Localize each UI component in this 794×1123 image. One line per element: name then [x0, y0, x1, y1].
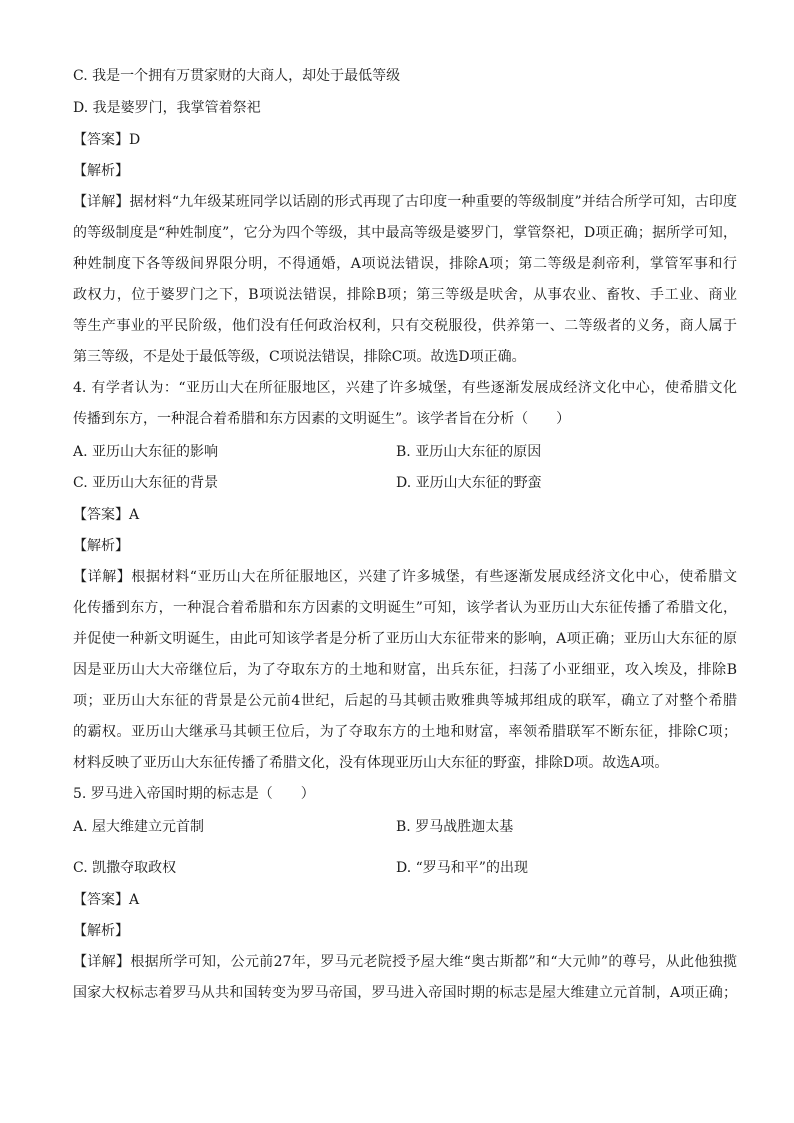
q3-detail-line: 政权力，位于婆罗门之下，B项说法错误，排除B项；第三等级是吠舍，从事农业、畜牧、手工业、商业	[73, 287, 737, 303]
q4-answer: 【答案】A	[73, 507, 140, 523]
q4-option-b: B. 亚历山大东征的原因	[396, 444, 542, 460]
q4-stem-line: 传播到东方，一种混合着希腊和东方因素的文明诞生”。该学者旨在分析（ ）	[73, 411, 571, 427]
q5-answer: 【答案】A	[73, 892, 140, 908]
q4-option-c: C. 亚历山大东征的背景	[73, 475, 219, 491]
q3-analysis-label: 【解析】	[73, 163, 129, 179]
q4-option-d: D. 亚历山大东征的野蛮	[396, 475, 542, 491]
q5-analysis-label: 【解析】	[73, 923, 129, 939]
q4-detail-line: 化传播到东方，一种混合着希腊和东方因素的文明诞生”可知，该学者认为亚历山大东征传播了希腊文化，	[73, 600, 737, 616]
q3-detail-line: 等生产事业的平民阶级，他们没有任何政治权利，只有交税服役，供养第一、二等级者的义务，商人属于	[73, 318, 737, 334]
q3-option-d: D. 我是婆罗门，我掌管着祭祀	[73, 100, 261, 116]
q3-detail-line: 第三等级，不是处于最低等级，C项说法错误，排除C项。故选D项正确。	[73, 349, 526, 365]
q5-stem: 5. 罗马进入帝国时期的标志是（ ）	[73, 786, 315, 802]
q4-option-a: A. 亚历山大东征的影响	[73, 444, 219, 460]
q5-option-b: B. 罗马战胜迦太基	[396, 819, 514, 835]
q3-detail-line: 种姓制度下各等级间界限分明，不得通婚，A项说法错误，排除A项；第二等级是刹帝利，掌管军事和行	[73, 256, 737, 272]
q4-detail-line: 材料反映了亚历山大东征传播了希腊文化，没有体现亚历山大东征的野蛮，排除D项。故选A项。	[73, 755, 669, 771]
q4-detail-line: 【详解】根据材料“亚历山大在所征服地区，兴建了许多城堡，有些逐渐发展成经济文化中心，使希腊文	[73, 569, 737, 585]
q5-option-a: A. 屋大维建立元首制	[73, 819, 205, 835]
q3-answer: 【答案】D	[73, 132, 141, 148]
q4-stem-line: 4. 有学者认为：“亚历山大在所征服地区，兴建了许多城堡，有些逐渐发展成经济文化中心，使希腊文化	[73, 380, 737, 396]
q4-detail-line: 的霸权。亚历山大继承马其顿王位后，为了夺取东方的土地和财富，率领希腊联军不断东征，排除C项；	[73, 724, 737, 740]
q3-detail-line: 的等级制度是“种姓制度”，它分为四个等级，其中最高等级是婆罗门，掌管祭祀，D项正确；据所学可知，	[73, 225, 737, 241]
q3-option-c: C. 我是一个拥有万贯家财的大商人，却处于最低等级	[73, 68, 401, 84]
q4-analysis-label: 【解析】	[73, 538, 129, 554]
q4-detail-line: 因是亚历山大大帝继位后，为了夺取东方的土地和财富，出兵东征，扫荡了小亚细亚，攻入埃及，排除B	[73, 662, 737, 678]
q4-detail-line: 并促使一种新文明诞生，由此可知该学者是分析了亚历山大东征带来的影响，A项正确；亚历山大东征的原	[73, 631, 737, 647]
q5-detail-line: 国家大权标志着罗马从共和国转变为罗马帝国，罗马进入帝国时期的标志是屋大维建立元首制，A项正确；	[73, 985, 737, 1001]
q5-option-d: D. “罗马和平”的出现	[396, 860, 528, 876]
q3-detail-line: 【详解】据材料“九年级某班同学以话剧的形式再现了古印度一种重要的等级制度”并结合所学可知，古印度	[73, 194, 737, 210]
q4-detail-line: 项；亚历山大东征的背景是公元前4世纪，后起的马其顿击败雅典等城邦组成的联军，确立了对整个希腊	[73, 693, 737, 709]
q5-detail-line: 【详解】根据所学可知，公元前27年，罗马元老院授予屋大维“奥古斯都”和“大元帅”的尊号，从此他独揽	[73, 954, 737, 970]
q5-option-c: C. 凯撒夺取政权	[73, 860, 177, 876]
